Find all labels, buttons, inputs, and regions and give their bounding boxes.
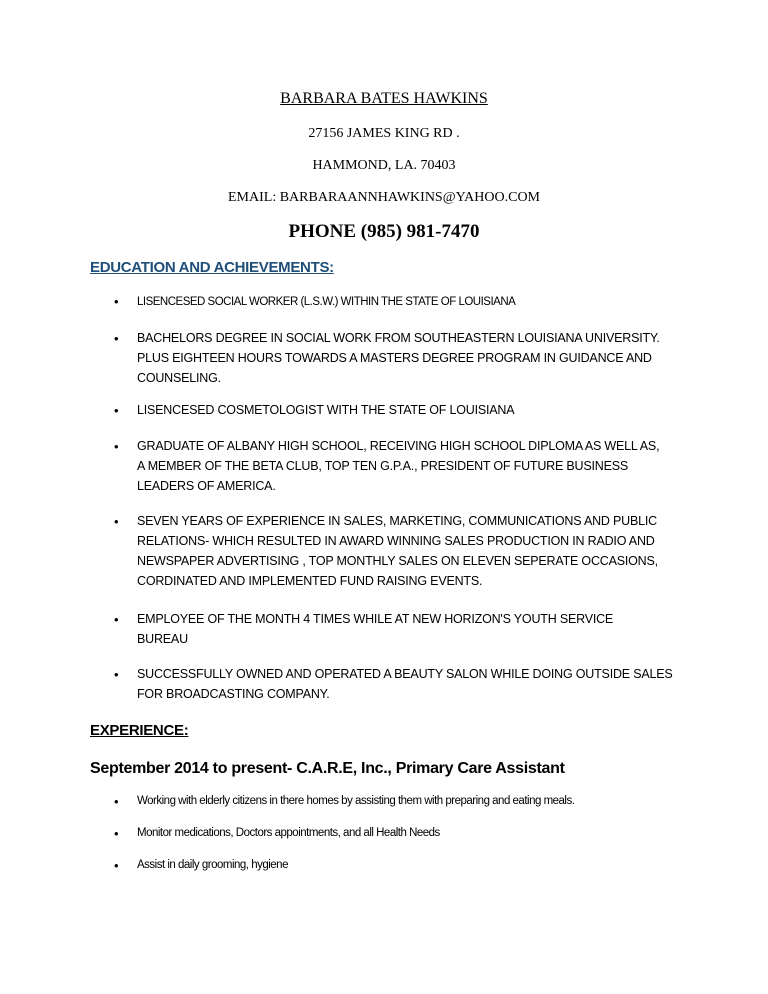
bullet-icon: •: [114, 514, 119, 529]
bullet-icon: •: [114, 667, 119, 682]
bullet-icon: •: [114, 439, 119, 454]
education-item: SUCCESSFULLY OWNED AND OPERATED A BEAUTY SALON WHILE DOING OUTSIDE SALES FOR BROADCASTING COMPANY.: [137, 667, 673, 701]
bullet-icon: •: [114, 403, 119, 418]
street-address: 27156 JAMES KING RD .: [308, 126, 460, 141]
education-heading: EDUCATION AND ACHIEVEMENTS:: [90, 259, 334, 276]
city-state-zip: HAMMOND, LA. 70403: [312, 158, 456, 173]
education-item: EMPLOYEE OF THE MONTH 4 TIMES WHILE AT NEW HORIZON'S YOUTH SERVICE BUREAU: [137, 612, 614, 646]
experience-heading: EXPERIENCE:: [90, 722, 189, 739]
bullet-icon: •: [114, 826, 119, 841]
applicant-name: BARBARA BATES HAWKINS: [280, 90, 488, 107]
bullet-icon: •: [114, 294, 119, 309]
bullet-icon: •: [114, 331, 119, 346]
email-address: EMAIL: BARBARAANNHAWKINS@YAHOO.COM: [228, 190, 540, 205]
education-item: GRADUATE OF ALBANY HIGH SCHOOL, RECEIVING HIGH SCHOOL DIPLOMA AS WELL AS, A MEMBER OF THE BETA CLUB, TOP TEN G.P.A., PRESIDENT OF FUTURE BUSINESS LEADERS OF AMERICA.: [137, 439, 660, 493]
bullet-icon: •: [114, 794, 119, 809]
experience-item: Working with elderly citizens in there homes by assisting them with preparing and eating meals.: [137, 795, 575, 807]
phone-number: PHONE (985) 981-7470: [288, 221, 480, 242]
bullet-icon: •: [114, 612, 119, 627]
education-item: SEVEN YEARS OF EXPERIENCE IN SALES, MARKETING, COMMUNICATIONS AND PUBLIC RELATIONS- WHICH RESULTED IN AWARD WINNING SALES PRODUCTION IN RADIO AND NEWSPAPER ADVERTISING , TOP MONTHLY SALES ON ELEVEN SEPERATE OCCASIONS, CORDINATED AND IMPLEMENTED FUND RAISING EVENTS.: [137, 514, 658, 588]
bullet-icon: •: [114, 858, 119, 873]
experience-item: Assist in daily grooming, hygiene: [137, 859, 288, 871]
education-item: LISENCESED SOCIAL WORKER (L.S.W.) WITHIN THE STATE OF LOUISIANA: [137, 296, 516, 308]
education-item: BACHELORS DEGREE IN SOCIAL WORK FROM SOUTHEASTERN LOUISIANA UNIVERSITY. PLUS EIGHTEEN HOURS TOWARDS A MASTERS DEGREE PROGRAM IN GUIDANCE AND COUNSELING.: [137, 331, 660, 385]
education-item: LISENCESED COSMETOLOGIST WITH THE STATE OF LOUISIANA: [137, 403, 515, 417]
experience-item: Monitor medications, Doctors appointments, and all Health Needs: [137, 827, 440, 839]
job-title: September 2014 to present- C.A.R.E, Inc., Primary Care Assistant: [90, 760, 565, 777]
